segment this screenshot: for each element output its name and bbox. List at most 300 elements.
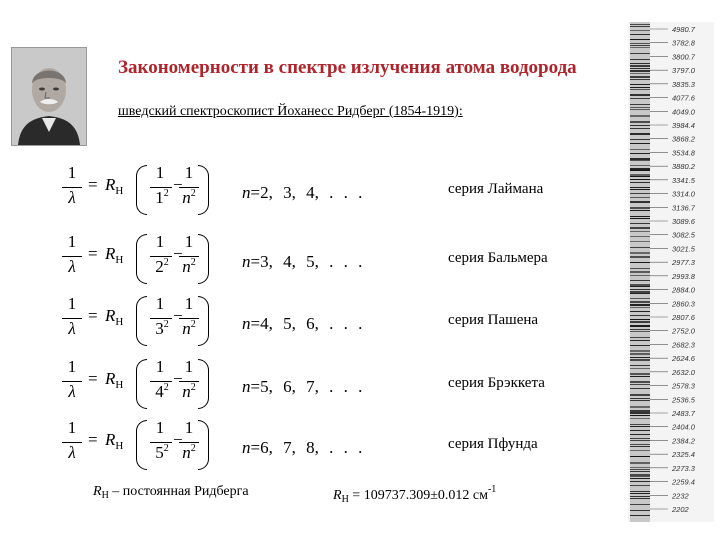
rydberg-value-subscript: H bbox=[341, 494, 349, 505]
spectrum-wavelength-label: 3082.5 bbox=[672, 230, 695, 240]
spectrum-line bbox=[630, 476, 650, 477]
term2-n: n bbox=[182, 443, 191, 462]
spectrum-line bbox=[630, 223, 650, 224]
formula-minus: − bbox=[173, 306, 183, 325]
left-paren bbox=[136, 296, 147, 346]
term2-denominator bbox=[179, 319, 199, 339]
spectrum-line bbox=[630, 345, 650, 346]
spectrum-line bbox=[630, 321, 650, 323]
spectrum-line bbox=[630, 73, 650, 74]
spectrum-line bbox=[630, 45, 650, 46]
formula-lambda: λ bbox=[68, 382, 76, 401]
n-variable: n bbox=[242, 314, 251, 333]
spectrum-line bbox=[630, 481, 650, 482]
rydberg-formula bbox=[50, 357, 220, 417]
spectrum-line bbox=[630, 275, 650, 276]
series-name: серия Лаймана bbox=[448, 181, 544, 197]
spectrum-line bbox=[630, 143, 650, 144]
spectrum-line bbox=[630, 424, 650, 425]
rydberg-unit-exponent: -1 bbox=[487, 484, 497, 495]
spectrum-line bbox=[630, 268, 650, 269]
spectrum-wavelength-label: 2325.4 bbox=[672, 450, 695, 460]
spectrum-wavelength-label: 3868.2 bbox=[672, 134, 695, 144]
term1-m: 1 bbox=[155, 188, 164, 207]
spectrum-line bbox=[630, 187, 650, 188]
spectrum-line bbox=[630, 307, 650, 308]
spectrum-line bbox=[630, 216, 650, 217]
spectrum-wavelength-label: 2483.7 bbox=[672, 409, 695, 418]
right-paren bbox=[198, 165, 209, 215]
term1-denominator bbox=[150, 319, 174, 339]
subtitle-colon: : bbox=[458, 104, 463, 119]
rydberg-symbol: R bbox=[93, 484, 102, 499]
spectrum-line bbox=[630, 26, 650, 27]
n-sequence bbox=[242, 183, 362, 203]
spectrum-line bbox=[630, 365, 650, 366]
formula-numerator: 1 bbox=[67, 418, 77, 437]
term2-power: 2 bbox=[190, 382, 196, 393]
formula-numerator: 1 bbox=[67, 163, 77, 182]
term1-m: 5 bbox=[155, 443, 164, 462]
n-ellipsis: . . . bbox=[329, 438, 363, 457]
formula-lambda: λ bbox=[68, 257, 76, 276]
spectrum-line bbox=[630, 149, 650, 150]
rydberg-formula bbox=[50, 294, 220, 354]
spectrum-line bbox=[630, 415, 650, 416]
spectrum-line bbox=[630, 87, 650, 88]
rydberg-constant-label bbox=[93, 484, 249, 500]
term1-m: 2 bbox=[155, 257, 164, 276]
spectrum-wavelength-label: 3021.5 bbox=[672, 244, 695, 254]
spectrum-wavelength-label: 4980.7 bbox=[672, 25, 695, 34]
spectrum-line bbox=[630, 115, 650, 117]
n-ellipsis: . . . bbox=[329, 314, 363, 333]
spectrum-wavelength-label: 2536.5 bbox=[672, 395, 695, 405]
spectrum-line bbox=[630, 280, 650, 281]
left-paren bbox=[136, 234, 147, 284]
series-name: серия Пфунда bbox=[448, 436, 538, 452]
formula-lambda: λ bbox=[68, 319, 76, 338]
spectrum-line bbox=[630, 301, 650, 303]
spectrum-wavelength-label: 3984.4 bbox=[672, 121, 695, 130]
spectrum-line bbox=[630, 504, 650, 505]
formula-r-subscript: H bbox=[115, 316, 124, 328]
formula-r-subscript: H bbox=[115, 440, 124, 452]
spectrum-line bbox=[630, 227, 650, 229]
term1-power: 2 bbox=[163, 188, 169, 199]
spectrum-line bbox=[630, 76, 650, 78]
formula-r-subscript: H bbox=[115, 254, 124, 266]
spectrum-line bbox=[630, 304, 650, 306]
rydberg-value-text: = 109737.309±0.012 см bbox=[348, 488, 488, 503]
spectrum-image bbox=[628, 22, 714, 522]
term1-power: 2 bbox=[163, 319, 169, 330]
spectrum-line bbox=[630, 170, 650, 171]
term1-numerator: 1 bbox=[155, 232, 165, 251]
spectrum-line bbox=[630, 43, 650, 44]
formula-lambda: λ bbox=[68, 443, 76, 462]
spectrum-line bbox=[630, 30, 650, 31]
spectrum-line bbox=[630, 456, 650, 457]
rydberg-formula bbox=[50, 418, 220, 478]
spectrum-line bbox=[630, 331, 650, 332]
spectrum-wavelength-label: 2578.3 bbox=[672, 381, 695, 391]
spectrum-wavelength-label: 2259.4 bbox=[672, 477, 695, 487]
left-paren bbox=[136, 420, 147, 470]
n-equals: = bbox=[250, 252, 261, 271]
formula-rydberg bbox=[105, 175, 123, 195]
term2-denominator bbox=[179, 257, 199, 277]
spectrum-wavelength-label: 2232 bbox=[672, 491, 689, 501]
spectrum-line bbox=[630, 319, 650, 320]
spectrum-line bbox=[630, 359, 650, 361]
spectrum-line bbox=[630, 491, 650, 492]
spectrum-wavelength-label: 2682.3 bbox=[672, 340, 695, 350]
formula-minus: − bbox=[173, 244, 183, 263]
spectrum-line bbox=[630, 340, 650, 341]
term1-m: 3 bbox=[155, 319, 164, 338]
spectrum-line bbox=[630, 350, 650, 352]
n-sequence bbox=[242, 252, 362, 272]
spectrum-line bbox=[630, 207, 650, 209]
n-values: 4, 5, 6, bbox=[260, 314, 319, 333]
spectrum-line bbox=[630, 426, 650, 427]
spectrum-line bbox=[630, 182, 650, 183]
rydberg-subscript: H bbox=[101, 490, 109, 501]
spectrum-line bbox=[630, 493, 650, 494]
spectrum-wavelength-label: 3782.8 bbox=[672, 38, 695, 48]
spectrum-line bbox=[630, 39, 650, 40]
formula-equals: = bbox=[88, 430, 98, 449]
spectrum-line bbox=[630, 496, 650, 497]
spectrum-line bbox=[630, 236, 650, 237]
spectrum-line bbox=[630, 109, 650, 110]
term1-denominator bbox=[150, 443, 174, 463]
spectrum-line bbox=[630, 450, 650, 451]
spectrum-wavelength-label: 2384.2 bbox=[672, 436, 695, 446]
spectrum-wavelength-label: 2752.0 bbox=[672, 326, 695, 336]
spectrum-line bbox=[630, 289, 650, 290]
n-equals: = bbox=[250, 438, 261, 457]
spectrum-line bbox=[630, 388, 650, 389]
spectrum-line bbox=[630, 94, 650, 96]
spectrum-line bbox=[630, 65, 650, 67]
formula-rydberg bbox=[105, 306, 123, 326]
right-paren bbox=[198, 234, 209, 284]
spectrum-line bbox=[630, 247, 650, 248]
spectrum-line bbox=[630, 89, 650, 90]
spectrum-line bbox=[630, 218, 650, 219]
formula-equals: = bbox=[88, 369, 98, 388]
term2-n: n bbox=[182, 382, 191, 401]
term2-numerator: 1 bbox=[184, 232, 194, 251]
term1-power: 2 bbox=[163, 257, 169, 268]
right-paren bbox=[198, 296, 209, 346]
spectrum-line bbox=[630, 286, 650, 287]
spectrum-wavelength-label: 3880.2 bbox=[672, 162, 695, 172]
n-equals: = bbox=[250, 314, 261, 333]
spectrum-line bbox=[630, 485, 650, 486]
n-values: 6, 7, 8, bbox=[260, 438, 319, 457]
term2-n: n bbox=[182, 188, 191, 207]
spectrum-line bbox=[630, 160, 650, 161]
n-variable: n bbox=[242, 377, 251, 396]
term1-numerator: 1 bbox=[155, 163, 165, 182]
series-name: серия Пашена bbox=[448, 312, 539, 328]
spectrum-wavelength-label: 3136.7 bbox=[672, 203, 695, 213]
n-ellipsis: . . . bbox=[329, 377, 363, 396]
formula-equals: = bbox=[88, 244, 98, 263]
term2-n: n bbox=[182, 319, 191, 338]
spectrum-line bbox=[630, 133, 650, 135]
formula-r-symbol: R bbox=[105, 244, 116, 263]
spectrum-line bbox=[630, 410, 650, 412]
spectrum-line bbox=[630, 412, 650, 414]
n-values: 3, 4, 5, bbox=[260, 252, 319, 271]
spectrum-wavelength-label: 3089.6 bbox=[672, 217, 695, 226]
term1-power: 2 bbox=[163, 382, 169, 393]
formula-rydberg bbox=[105, 369, 123, 389]
spectrum-wavelength-label: 4049.0 bbox=[672, 107, 695, 117]
spectrum-line bbox=[630, 158, 650, 160]
term2-denominator bbox=[179, 443, 199, 463]
formula-r-symbol: R bbox=[105, 430, 116, 449]
spectrum-wavelength-label: 3314.0 bbox=[672, 189, 695, 199]
term1-power: 2 bbox=[163, 443, 169, 454]
n-variable: n bbox=[242, 252, 251, 271]
term2-power: 2 bbox=[190, 443, 196, 454]
spectrum-line bbox=[630, 357, 650, 358]
spectrum-wavelength-label: 3800.7 bbox=[672, 52, 695, 62]
spectrum-wavelength-label: 2273.3 bbox=[672, 463, 695, 473]
spectrum-line bbox=[630, 418, 650, 419]
rydberg-label-text: – постоянная Ридберга bbox=[108, 484, 249, 499]
term1-numerator: 1 bbox=[155, 294, 165, 313]
formula-equals: = bbox=[88, 306, 98, 325]
spectrum-wavelength-label: 4077.6 bbox=[672, 93, 695, 103]
spectrum-line bbox=[630, 478, 650, 479]
n-ellipsis: . . . bbox=[329, 252, 363, 271]
n-equals: = bbox=[250, 377, 261, 396]
n-variable: n bbox=[242, 438, 251, 457]
formula-minus: − bbox=[173, 175, 183, 194]
spectrum-line bbox=[630, 446, 650, 447]
spectrum-line bbox=[630, 59, 650, 60]
left-paren bbox=[136, 165, 147, 215]
spectrum-line bbox=[630, 53, 650, 54]
spectrum-line bbox=[630, 498, 650, 499]
spectrum-line bbox=[630, 252, 650, 254]
left-paren bbox=[136, 359, 147, 409]
spectrum-line bbox=[630, 471, 650, 472]
spectrum-wavelength-label: 2404.0 bbox=[672, 422, 695, 432]
rydberg-formula bbox=[50, 163, 220, 223]
spectrum-line bbox=[630, 34, 650, 35]
series-name: серия Бальмера bbox=[448, 250, 548, 266]
spectrum-line bbox=[630, 430, 650, 431]
spectrum-line bbox=[630, 256, 650, 258]
term1-numerator: 1 bbox=[155, 418, 165, 437]
spectrum-line bbox=[630, 394, 650, 396]
formula-rydberg bbox=[105, 430, 123, 450]
spectrum-wavelength-label: 3835.3 bbox=[672, 79, 695, 89]
right-paren bbox=[198, 359, 209, 409]
spectrum-line bbox=[630, 193, 650, 194]
term2-power: 2 bbox=[190, 257, 196, 268]
n-values: 2, 3, 4, bbox=[260, 183, 319, 202]
spectrum-line bbox=[630, 462, 650, 464]
n-equals: = bbox=[250, 183, 261, 202]
spectrum-line bbox=[630, 400, 650, 401]
spectrum-line bbox=[630, 70, 650, 72]
spectrum-line bbox=[630, 201, 650, 203]
spectrum-line bbox=[630, 197, 650, 198]
spectrum-line bbox=[630, 469, 650, 470]
spectrum-line bbox=[630, 231, 650, 232]
n-sequence bbox=[242, 314, 362, 334]
spectrum-line bbox=[630, 47, 650, 48]
term1-m: 4 bbox=[155, 382, 164, 401]
spectrum-line bbox=[630, 241, 650, 242]
rydberg-portrait bbox=[11, 47, 87, 146]
spectrum-line bbox=[630, 384, 650, 385]
term2-denominator bbox=[179, 382, 199, 402]
spectrum-line bbox=[630, 467, 650, 468]
spectrum-line bbox=[630, 398, 650, 399]
n-ellipsis: . . . bbox=[329, 183, 363, 202]
spectrum-line bbox=[630, 353, 650, 355]
spectrum-line bbox=[630, 125, 650, 126]
spectrum-wavelength-label: 2632.0 bbox=[672, 367, 695, 377]
spectrum-line bbox=[630, 311, 650, 312]
spectrum-line bbox=[630, 189, 650, 190]
spectrum-line bbox=[630, 368, 650, 369]
spectrum-wavelength-label: 3797.0 bbox=[672, 66, 695, 76]
spectrum-line bbox=[630, 315, 650, 316]
spectrum-line bbox=[630, 84, 650, 85]
spectrum-line bbox=[630, 262, 650, 263]
term2-numerator: 1 bbox=[184, 294, 194, 313]
formula-numerator: 1 bbox=[67, 232, 77, 251]
n-sequence bbox=[242, 377, 362, 397]
spectrum-line bbox=[630, 444, 650, 445]
spectrum-line bbox=[630, 128, 650, 129]
formula-numerator: 1 bbox=[67, 357, 77, 376]
spectrum-line bbox=[630, 510, 650, 511]
spectrum-line bbox=[630, 63, 650, 64]
term2-power: 2 bbox=[190, 188, 196, 199]
spectrum-line bbox=[630, 438, 650, 439]
spectrum-line bbox=[630, 179, 650, 180]
formula-rydberg bbox=[105, 244, 123, 264]
subtitle-text: шведский спектроскопист Йоханесс Ридберг (1854-1919) bbox=[118, 104, 459, 119]
right-paren bbox=[198, 420, 209, 470]
spectrum-line bbox=[630, 210, 650, 211]
spectrum-line bbox=[630, 376, 650, 377]
term2-power: 2 bbox=[190, 319, 196, 330]
formula-r-subscript: H bbox=[115, 185, 124, 197]
slide-title: Закономерности в спектре излучения атома водорода bbox=[118, 57, 577, 78]
term1-denominator bbox=[150, 382, 174, 402]
spectrum-line bbox=[630, 153, 650, 154]
spectrum-line bbox=[630, 79, 650, 80]
spectrum-wavelength-label: 2977.3 bbox=[672, 258, 695, 268]
term2-n: n bbox=[182, 257, 191, 276]
term1-denominator bbox=[150, 188, 174, 208]
n-values: 5, 6, 7, bbox=[260, 377, 319, 396]
rydberg-constant-value bbox=[333, 484, 496, 504]
subtitle bbox=[118, 104, 463, 120]
spectrum-line bbox=[630, 291, 650, 293]
spectrum-line bbox=[630, 174, 650, 176]
rydberg-formula bbox=[50, 232, 220, 292]
term2-numerator: 1 bbox=[184, 163, 194, 182]
spectrum-line bbox=[630, 104, 650, 105]
spectrum-wavelength-label: 2993.8 bbox=[672, 271, 695, 281]
spectrum-wavelength-label: 2860.3 bbox=[672, 299, 695, 309]
spectrum-line bbox=[630, 68, 650, 69]
formula-minus: − bbox=[173, 430, 183, 449]
formula-minus: − bbox=[173, 369, 183, 388]
formula-r-symbol: R bbox=[105, 306, 116, 325]
spectrum-wavelength-label: 3341.5 bbox=[672, 175, 695, 185]
spectrum-line bbox=[630, 168, 650, 170]
term2-denominator bbox=[179, 188, 199, 208]
spectrum-wavelength-label: 2624.6 bbox=[672, 354, 695, 364]
n-variable: n bbox=[242, 183, 251, 202]
spectrum-line bbox=[630, 107, 650, 108]
spectrum-line bbox=[630, 337, 650, 338]
spectrum-line bbox=[630, 139, 650, 140]
term1-denominator bbox=[150, 257, 174, 277]
spectrum-line bbox=[630, 373, 650, 375]
spectrum-line bbox=[630, 406, 650, 408]
spectrum-line bbox=[630, 98, 650, 99]
n-sequence bbox=[242, 438, 362, 458]
spectrum-line bbox=[630, 515, 650, 516]
series-name: серия Брэккета bbox=[448, 375, 545, 391]
spectrum-wavelength-label: 3534.8 bbox=[672, 148, 695, 158]
formula-r-symbol: R bbox=[105, 175, 116, 194]
term2-numerator: 1 bbox=[184, 357, 194, 376]
spectrum-line bbox=[630, 381, 650, 383]
spectrum-line bbox=[630, 325, 650, 327]
spectrum-line bbox=[630, 271, 650, 273]
spectrum-line bbox=[630, 176, 650, 177]
spectrum-line bbox=[630, 284, 650, 286]
formula-r-symbol: R bbox=[105, 369, 116, 388]
spectrum-line bbox=[630, 165, 650, 166]
spectrum-line bbox=[630, 298, 650, 299]
spectrum-line bbox=[630, 434, 650, 435]
formula-r-subscript: H bbox=[115, 379, 124, 391]
spectrum-wavelength-label: 2884.0 bbox=[672, 285, 695, 295]
spectrum-line bbox=[630, 474, 650, 476]
rydberg-value-symbol: R bbox=[333, 488, 342, 503]
spectrum-line bbox=[630, 329, 650, 330]
spectrum-line bbox=[630, 121, 650, 123]
term1-numerator: 1 bbox=[155, 357, 165, 376]
spectrum-wavelength-label: 2807.6 bbox=[672, 313, 695, 322]
formula-numerator: 1 bbox=[67, 294, 77, 313]
formula-equals: = bbox=[88, 175, 98, 194]
term2-numerator: 1 bbox=[184, 418, 194, 437]
formula-lambda: λ bbox=[68, 188, 76, 207]
spectrum-wavelength-label: 2202 bbox=[672, 505, 689, 514]
spectrum-line bbox=[630, 440, 650, 441]
spectrum-line bbox=[630, 293, 650, 294]
spectrum-line bbox=[630, 24, 650, 25]
